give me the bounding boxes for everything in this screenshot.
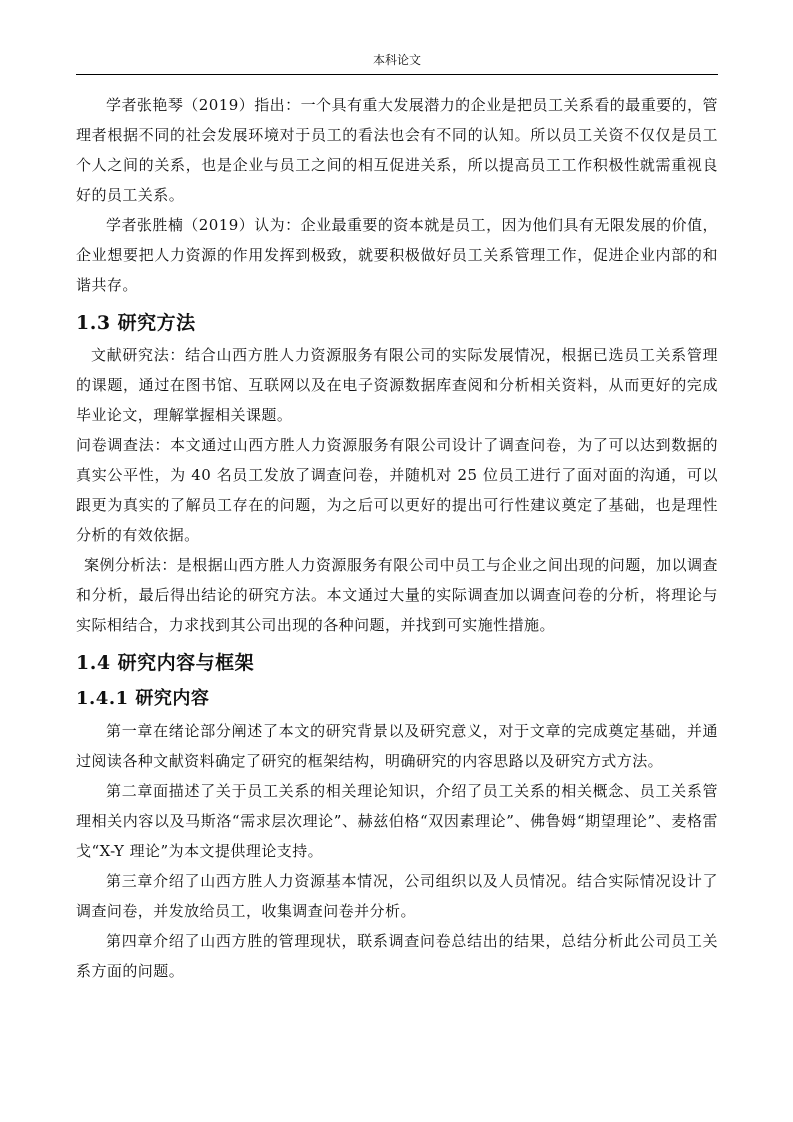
- section-heading-1-4: 1.4 研究内容与框架: [76, 652, 255, 674]
- chapter-summary-1: 第一章在绪论部分阐述了本文的研究背景以及研究意义，对于文章的完成奠定基础，并通过阅读各种文献资料确定了研究的框架结构，明确研究的内容思路以及研究方式方法。: [76, 722, 718, 770]
- page-header: [76, 50, 718, 75]
- section-heading-1-4-1: 1.4.1 研究内容: [76, 688, 210, 709]
- method-paragraph-case-study: 案例分析法：是根据山西方胜人力资源服务有限公司中员工与企业之间出现的问题，加以调查和分析，最后得出结论的研究方法。本文通过大量的实际调查加以调查问卷的分析，将理论与实际相结合，力求找到其公司出现的各种问题，并找到可实施性措施。: [76, 556, 718, 634]
- method-paragraph-questionnaire: 问卷调查法：本文通过山西方胜人力资源服务有限公司设计了调查问卷，为了可以达到数据的真实公平性，为 40 名员工发放了调查问卷，并随机对 25 位员工进行了面对面的沟通，可以跟更为真实的了解员工存在的问题，为之后可以更好的提出可行性建议奠定了基础，也是理性分析的有效依据。: [76, 436, 718, 544]
- section-heading-1-3: 1.3 研究方法: [76, 312, 196, 334]
- method-paragraph-literature: 文献研究法：结合山西方胜人力资源服务有限公司的实际发展情况，根据已选员工关系管理的课题，通过在图书馆、互联网以及在电子资源数据库查阅和分析相关资料，从而更好的完成毕业论文，理解掌握相关课题。: [76, 346, 718, 424]
- chapter-summary-2: 第二章面描述了关于员工关系的相关理论知识，介绍了员工关系的相关概念、员工关系管理相关内容以及马斯洛“需求层次理论”、赫兹伯格“双因素理论”、佛鲁姆“期望理论”、麦格雷戈“X-Y 理论”为本文提供理论支持。: [76, 782, 718, 860]
- chapter-summary-4: 第四章介绍了山西方胜的管理现状，联系调查问卷总结出的结果，总结分析此公司员工关系方面的问题。: [76, 932, 718, 980]
- body-paragraph: 学者张艳琴（2019）指出：一个具有重大发展潜力的企业是把员工关系看的最重要的，管理者根据不同的社会发展环境对于员工的看法也会有不同的认知。所以员工关资不仅仅是员工个人之间的关系，也是企业与员工之间的相互促进关系，所以提高员工工作积极性就需重视良好的员工关系。: [76, 96, 718, 204]
- header-title: 本科论文: [372, 53, 421, 67]
- body-paragraph: 学者张胜楠（2019）认为：企业最重要的资本就是员工，因为他们具有无限发展的价值，企业想要把人力资源的作用发挥到极致，就要积极做好员工关系管理工作，促进企业内部的和谐共存。: [76, 216, 718, 294]
- paper-body: [76, 90, 718, 986]
- chapter-summary-3: 第三章介绍了山西方胜人力资源基本情况，公司组织以及人员情况。结合实际情况设计了调查问卷，并发放给员工，收集调查问卷并分析。: [76, 872, 718, 920]
